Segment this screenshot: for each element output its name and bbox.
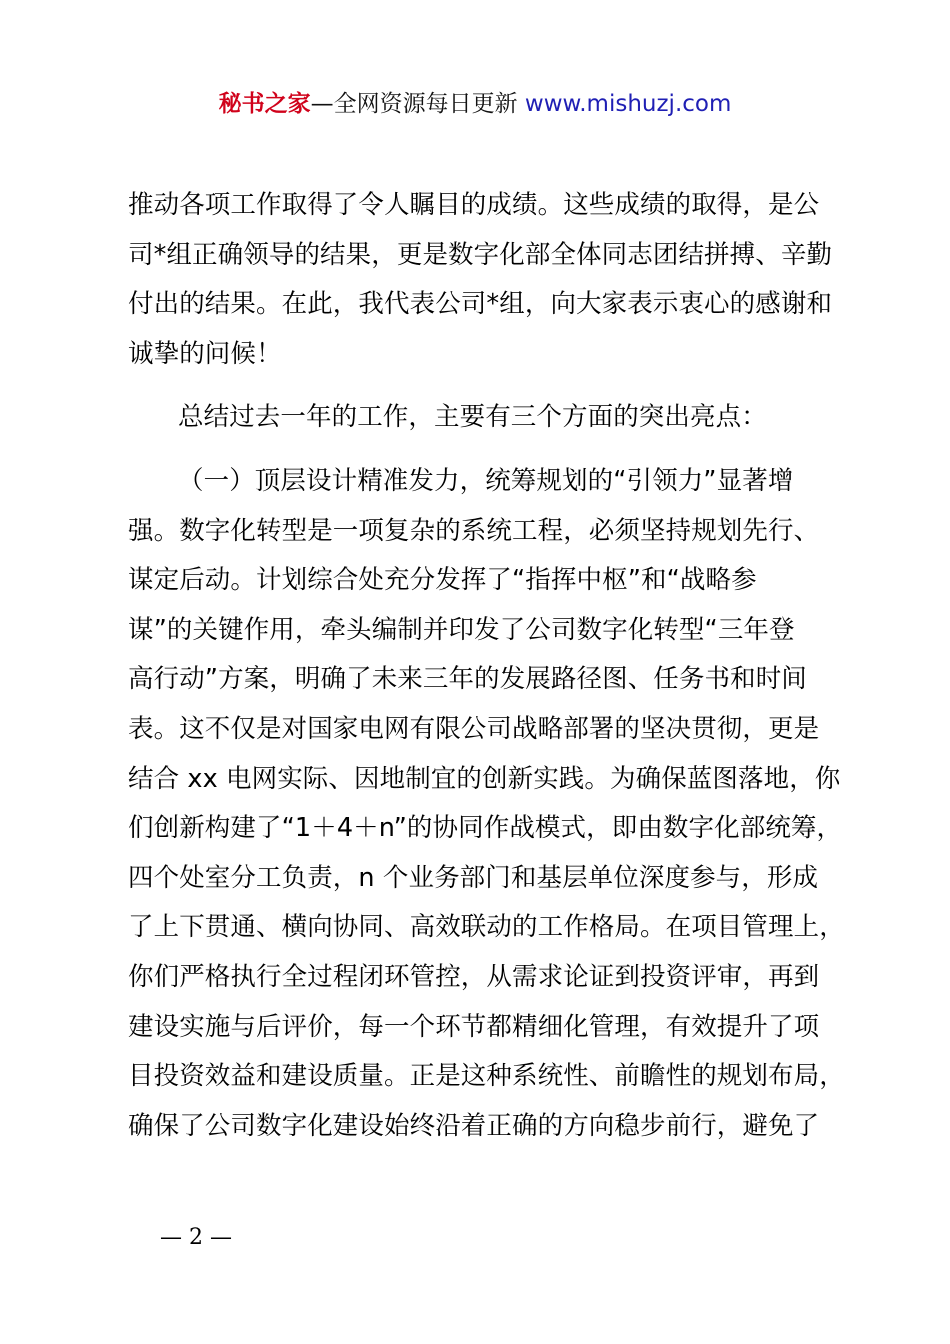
text-line: 高行动”方案，明确了未来三年的发展路径图、任务书和时间: [128, 664, 807, 695]
text-line: 付出的结果。在此，我代表公司*组，向大家表示衷心的感谢和: [128, 289, 833, 320]
document-body: [128, 181, 845, 1151]
page-number: — 2 —: [160, 1225, 232, 1250]
text-line: 总结过去一年的工作，主要有三个方面的突出亮点：: [178, 402, 767, 433]
text-line: 们创新构建了“1＋4＋n”的协同作战模式，即由数字化部统筹，: [128, 813, 843, 844]
text-line: 谋定后动。计划综合处充分发挥了“指挥中枢”和“战略参: [128, 565, 757, 596]
text-line: 目投资效益和建设质量。正是这种系统性、前瞻性的规划布局，: [128, 1061, 845, 1092]
text-line: 建设实施与后评价，每一个环节都精细化管理，有效提升了项: [128, 1011, 820, 1042]
site-url-link[interactable]: www.mishuzj.com: [524, 91, 732, 117]
text-line: 强。数字化转型是一项复杂的系统工程，必须坚持规划先行、: [128, 515, 820, 546]
text-line: 四个处室分工负责，n 个业务部门和基层单位深度参与，形成: [128, 862, 819, 893]
text-line: 司*组正确领导的结果，更是数字化部全体同志团结拼搏、辛勤: [128, 239, 833, 270]
site-tagline: —全网资源每日更新: [310, 91, 525, 117]
text-line: 了上下贯通、横向协同、高效联动的工作格局。在项目管理上，: [128, 912, 845, 943]
text-line: 表。这不仅是对国家电网有限公司战略部署的坚决贯彻，更是: [128, 713, 820, 744]
text-line: 推动各项工作取得了令人瞩目的成绩。这些成绩的取得，是公: [128, 190, 820, 220]
text-line: 结合 xx 电网实际、因地制宜的创新实践。为确保蓝图落地，你: [128, 763, 841, 794]
site-header: [0, 86, 950, 122]
text-line: 你们严格执行全过程闭环管控，从需求论证到投资评审，再到: [128, 961, 820, 992]
paragraph: [128, 457, 845, 1151]
paragraph: [128, 181, 840, 379]
text-line: （一）顶层设计精准发力，统筹规划的“引领力”显著增: [178, 465, 794, 496]
text-line: 诚挚的问候！: [128, 338, 282, 369]
paragraph: [128, 393, 840, 443]
text-line: 谋”的关键作用，牵头编制并印发了公司数字化转型“三年登: [128, 614, 795, 645]
site-brand: 秘书之家: [218, 91, 311, 117]
text-line: 确保了公司数字化建设始终沿着正确的方向稳步前行，避免了: [128, 1110, 820, 1141]
